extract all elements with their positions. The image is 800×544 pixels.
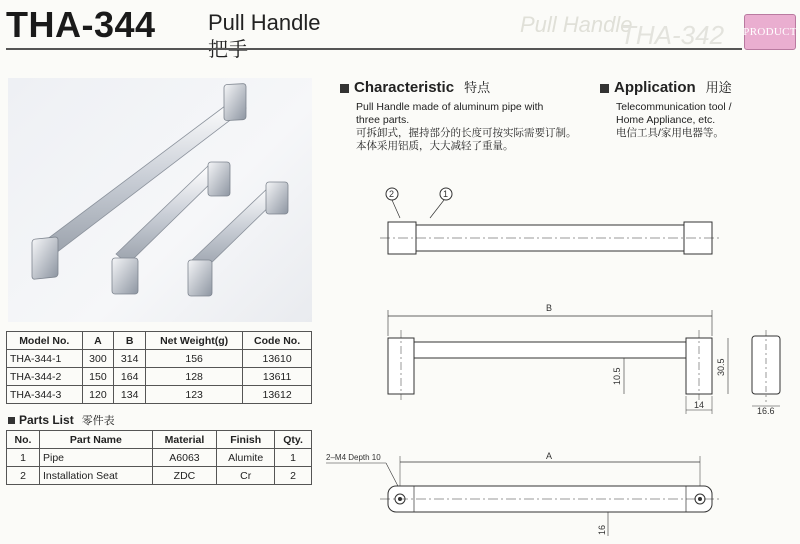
parts-col-material: Material <box>152 431 216 449</box>
spec-col-weight: Net Weight(g) <box>146 332 243 350</box>
characteristic-line: 可拆卸式，握持部分的长度可按实际需要订制。 <box>356 127 577 139</box>
spec-col-model: Model No. <box>7 332 83 350</box>
application-line: Telecommunication tool / <box>616 101 732 113</box>
cell: 13612 <box>243 386 312 404</box>
dim-14-label: 14 <box>694 400 705 410</box>
characteristic-title-cn: 特点 <box>464 80 491 95</box>
parts-list-heading <box>8 412 115 428</box>
parts-table-header-row <box>7 431 312 449</box>
square-bullet-icon <box>8 417 15 424</box>
cell: 128 <box>146 368 243 386</box>
model-number: THA-344 <box>6 4 156 45</box>
characteristic-title: Characteristic <box>354 79 455 96</box>
faint-background-model: THA-342 <box>620 20 725 50</box>
cell: 164 <box>114 368 146 386</box>
application-line: 电信工具/家用电器等。 <box>616 127 724 139</box>
cell: 150 <box>82 368 114 386</box>
product-photo <box>8 78 312 322</box>
table-row <box>7 350 312 368</box>
application-heading <box>600 77 800 96</box>
dim-30-5-label: 30.5 <box>716 358 726 376</box>
characteristic-heading <box>340 77 600 96</box>
callout-1-label: 1 <box>443 189 449 199</box>
characteristic-line: three parts. <box>356 114 410 126</box>
square-bullet-icon <box>600 84 609 93</box>
parts-table <box>6 430 312 485</box>
table-row <box>7 467 312 485</box>
characteristic-line: 本体采用铝质，大大减轻了重量。 <box>356 140 514 152</box>
application-title-cn: 用途 <box>705 80 732 95</box>
header-divider <box>6 48 742 50</box>
characteristic-body <box>340 101 600 153</box>
spec-col-a: A <box>82 332 114 350</box>
cell: Pipe <box>40 449 153 467</box>
dim-16-6-label: 16.6 <box>757 406 775 416</box>
parts-list-title: Parts List <box>19 413 74 427</box>
dim-a-label: A <box>546 451 553 461</box>
cell: 123 <box>146 386 243 404</box>
parts-col-name: Part Name <box>40 431 153 449</box>
dim-10-5-label: 10.5 <box>612 367 622 385</box>
table-row <box>7 368 312 386</box>
cell: 300 <box>82 350 114 368</box>
application-section <box>600 77 800 140</box>
dim-16-label: 16 <box>597 524 607 535</box>
spec-table <box>6 331 312 404</box>
cell: 1 <box>275 449 312 467</box>
cell: 314 <box>114 350 146 368</box>
cell: 156 <box>146 350 243 368</box>
cell: 120 <box>82 386 114 404</box>
cell: 134 <box>114 386 146 404</box>
callout-2-label: 2 <box>389 189 395 199</box>
spec-col-b: B <box>114 332 146 350</box>
characteristic-section <box>340 77 600 153</box>
cell: THA-344-3 <box>7 386 83 404</box>
parts-col-finish: Finish <box>217 431 275 449</box>
cell: Cr <box>217 467 275 485</box>
cell: THA-344-1 <box>7 350 83 368</box>
spec-col-code: Code No. <box>243 332 312 350</box>
cell: THA-344-2 <box>7 368 83 386</box>
front-view-drawing <box>388 303 780 416</box>
spec-table-header-row <box>7 332 312 350</box>
m4-depth-note: 2–M4 Depth 10 <box>326 453 381 462</box>
bottom-view-drawing <box>326 451 720 536</box>
cell: ZDC <box>152 467 216 485</box>
handles-illustration <box>8 78 312 322</box>
table-row <box>7 449 312 467</box>
cell: 13610 <box>243 350 312 368</box>
cell: 2 <box>7 467 40 485</box>
product-title-en: Pull Handle <box>208 10 321 35</box>
application-line: Home Appliance, etc. <box>616 114 716 126</box>
square-bullet-icon <box>340 84 349 93</box>
parts-col-qty: Qty. <box>275 431 312 449</box>
cell: 2 <box>275 467 312 485</box>
product-title-cn: 把手 <box>208 39 248 61</box>
page-header <box>0 0 800 70</box>
parts-list-title-cn: 零件表 <box>81 415 115 427</box>
dim-b-label: B <box>546 303 553 313</box>
cell: Alumite <box>217 449 275 467</box>
technical-drawings <box>320 180 800 539</box>
cell: 1 <box>7 449 40 467</box>
application-body <box>600 101 800 140</box>
parts-col-no: No. <box>7 431 40 449</box>
faint-background-text: Pull Handle <box>520 12 633 37</box>
product-badge: PRODUCT <box>744 14 796 50</box>
cell: A6063 <box>152 449 216 467</box>
characteristic-line: Pull Handle made of aluminum pipe with <box>356 101 544 113</box>
application-title: Application <box>614 79 696 96</box>
top-view-drawing <box>380 188 720 254</box>
table-row <box>7 386 312 404</box>
short-handle-shape <box>188 182 288 296</box>
cell: 13611 <box>243 368 312 386</box>
cell: Installation Seat <box>40 467 153 485</box>
